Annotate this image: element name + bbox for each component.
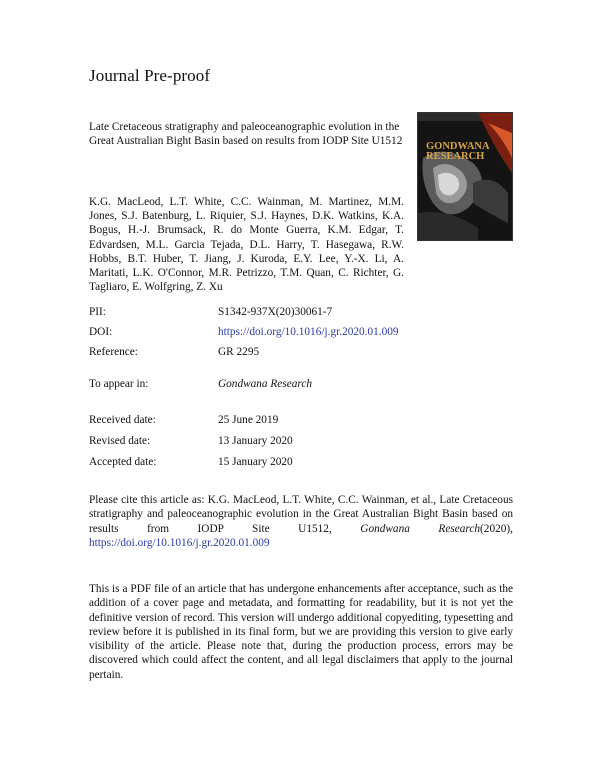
reference-value: GR 2295 — [218, 346, 260, 358]
pii-label: PII: — [89, 306, 106, 318]
revised-label: Revised date: — [89, 435, 151, 447]
accepted-label: Accepted date: — [89, 456, 157, 468]
accepted-value: 15 January 2020 — [218, 456, 293, 468]
revised-value: 13 January 2020 — [218, 435, 293, 447]
reference-label: Reference: — [89, 346, 138, 358]
citation-year: (2020), — [480, 522, 513, 535]
cover-journal-line2: RESEARCH — [426, 151, 485, 162]
received-value: 25 June 2019 — [218, 414, 279, 426]
cover-journal-line1: GONDWANA — [426, 141, 490, 152]
appear-label: To appear in: — [89, 378, 149, 390]
article-title: Late Cretaceous stratigraphy and paleoceanographic evolution in the Great Australian Bight Basin based on results from IODP Site U1512 — [89, 121, 403, 147]
preproof-notice: This is a PDF file of an article that has undergone enhancements after acceptance, such as the addition of a cover page and metadata, and formatting for readability, but it is not yet the definitive version of record. This version will undergo additional copyediting, typesetting and review before it is published in its final form, but we are providing this version to give early visibility of the article. Please note that, during the production process, errors may be discovered which could affect the content, and all legal disclaimers that apply to the journal pertain. — [89, 583, 513, 681]
received-label: Received date: — [89, 414, 156, 426]
journal-cover-image — [417, 112, 513, 241]
pii-value: S1342-937X(20)30061-7 — [218, 306, 333, 318]
author-list: K.G. MacLeod, L.T. White, C.C. Wainman, M. Martinez, M.M. Jones, S.J. Batenburg, L. Riquier, S.J. Haynes, D.K. Watkins, K.A. Bogus, H.-J. Brumsack, R. do Monte Guerra, K.M. Edgar, T. Edvardsen, M.L. Garcia Tejada, D.L. Harry, T. Hasegawa, R.W. Hobbs, B.T. Huber, T. Jiang, J. Kuroda, E.Y. Lee, Y.-X. Li, A. Maritati, L.K. O'Connor, M.R. Petrizzo, T.M. Quan, C. Richter, G. Tagliaro, E. Wolfgring, Z. Xu — [89, 196, 404, 294]
citation-doi-link[interactable]: https://doi.org/10.1016/j.gr.2020.01.009 — [89, 536, 270, 549]
journal-name: Gondwana Research — [218, 378, 313, 390]
citation-journal: Gondwana Research — [360, 522, 481, 535]
citation-text: Please cite this article as: K.G. MacLeod, L.T. White, C.C. Wainman, et al., Late Cretaceous stratigraphy and paleoceanographic evolution in the Great Australian Bight Basin based on results from IODP Site U1512, — [89, 494, 513, 535]
doi-link[interactable]: https://doi.org/10.1016/j.gr.2020.01.009 — [218, 326, 399, 338]
page-header-title: Journal Pre-proof — [89, 66, 211, 85]
citation-paragraph — [89, 493, 513, 550]
cover-artwork — [418, 113, 512, 240]
doi-label: DOI: — [89, 326, 113, 338]
